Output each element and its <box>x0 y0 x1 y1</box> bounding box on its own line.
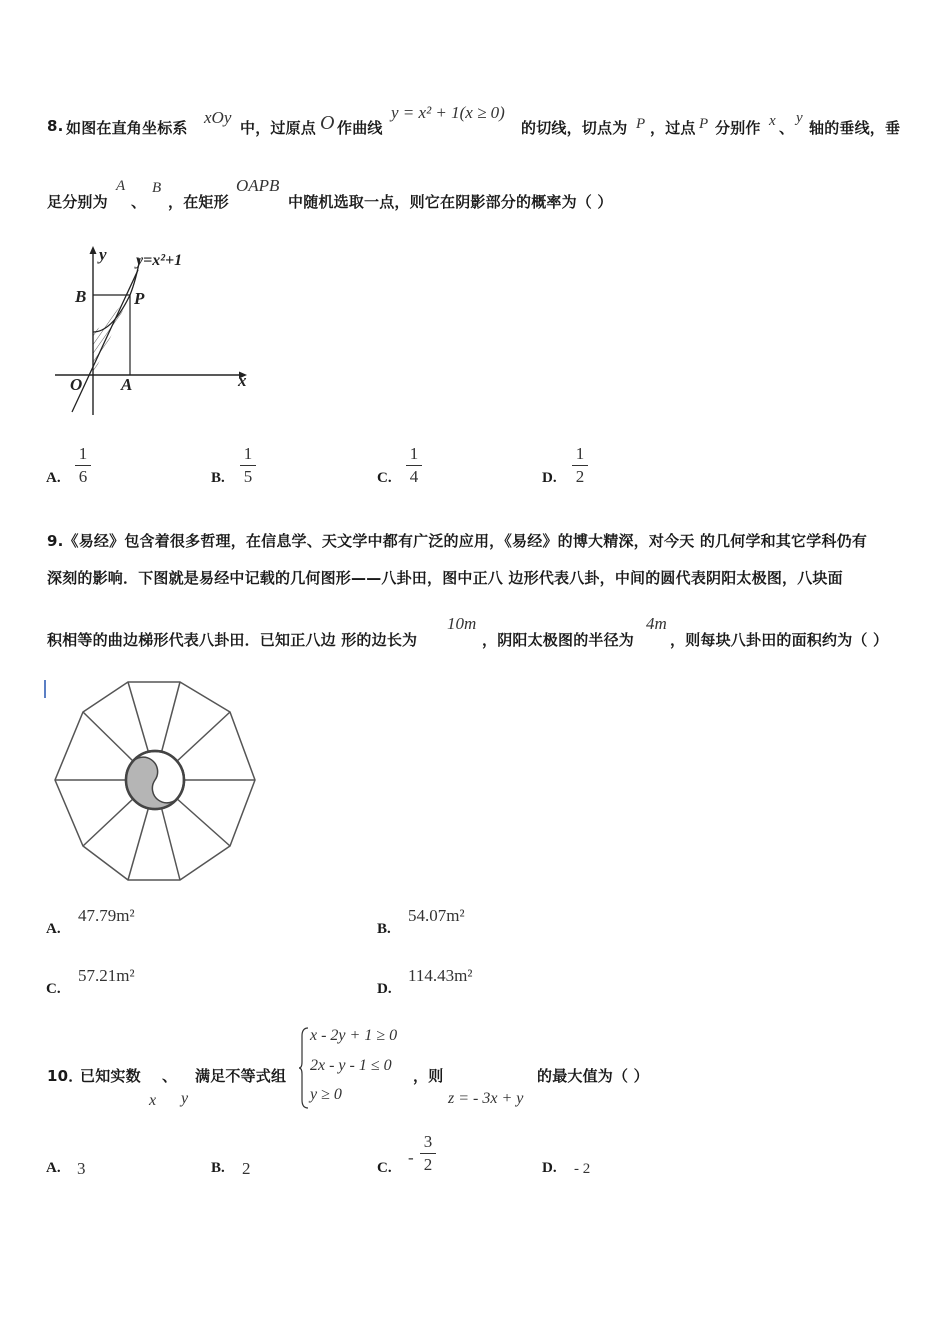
q8-shaded-region <box>93 295 130 375</box>
q8-text-1: 如图在直角坐标系 <box>66 119 188 137</box>
q10-text-4: 的最大值为（ ） <box>537 1067 649 1085</box>
q8-option-a-value[interactable] <box>75 444 91 487</box>
q9-option-d-value[interactable]: 114.43m² <box>408 966 473 985</box>
q9-option-c-value[interactable]: 57.21m² <box>78 966 135 985</box>
label-p: P <box>134 289 145 308</box>
q8-option-d-letter[interactable]: D. <box>542 470 557 486</box>
q8-origin-o: O <box>320 112 335 134</box>
q8-line2-b: ，在矩形 <box>168 193 229 211</box>
q8-option-c-num: 1 <box>409 444 419 463</box>
q10-var-x: x <box>149 1092 157 1109</box>
q10-inequality-3: y ≥ 0 <box>310 1086 342 1103</box>
q9-option-b-value[interactable]: 54.07m² <box>408 906 465 925</box>
q8-text-7: 轴的垂线，垂 <box>809 119 901 137</box>
label-o: O <box>70 375 83 394</box>
q9-line-3a: 积相等的曲边梯形代表八卦田．已知正八边 形的边长为 <box>47 631 418 649</box>
q8-line2-c: 中随机选取一点，则它在阴影部分的概率为（ ） <box>288 193 613 211</box>
q9-option-d-letter[interactable]: D. <box>377 981 392 997</box>
q10-text-2: 满足不等式组 <box>195 1067 287 1085</box>
q9-option-a-value[interactable]: 47.79m² <box>78 906 135 925</box>
q8-x: x <box>769 113 776 129</box>
label-curve: y=x²+1 <box>136 252 183 269</box>
q10-option-c-num: 3 <box>423 1132 433 1151</box>
q8-text-3: 作曲线 <box>337 119 383 137</box>
label-b: B <box>75 287 87 306</box>
q8-sep: 、 <box>779 119 795 137</box>
q10-sep: 、 <box>162 1067 178 1085</box>
q8-text-4: 的切线，切点为 <box>521 119 628 137</box>
q8-option-a-den: 6 <box>78 467 88 486</box>
q8-curve: y = x² + 1(x ≥ 0) <box>391 103 505 122</box>
q9-option-a-letter[interactable]: A. <box>46 921 61 937</box>
q8-number: 8. <box>47 117 64 135</box>
q8-text-6: 分别作 <box>715 119 761 137</box>
q10-inequality-2: 2x - y - 1 ≤ 0 <box>310 1057 392 1074</box>
q8-option-d-den: 2 <box>575 467 585 486</box>
q8-option-d-num: 1 <box>575 444 585 463</box>
q10-option-b-letter[interactable]: B. <box>211 1160 225 1176</box>
q8-text-5: ，过点 <box>650 119 696 137</box>
q10-text-1: 已知实数 <box>80 1067 141 1085</box>
q8-sep-2: 、 <box>131 193 147 211</box>
q8-option-b-num: 1 <box>243 444 253 463</box>
q10-option-c-sign: - <box>408 1148 414 1167</box>
q8-line2-a: 足分别为 <box>47 193 108 211</box>
q10-option-a-letter[interactable]: A. <box>46 1160 61 1176</box>
q10-objective-z: z = - 3x + y <box>448 1090 524 1107</box>
q9-line-1: 9.《易经》包含着很多哲理，在信息学、天文学中都有广泛的应用，《易经》的博大精深，对今天 的几何学和其它学科仍有 <box>47 532 868 550</box>
q8-option-c-letter[interactable]: C. <box>377 470 392 486</box>
q10-option-b-value[interactable]: 2 <box>242 1159 251 1178</box>
q8-xoy: xOy <box>204 108 232 127</box>
label-a: A <box>121 375 133 394</box>
q10-inequality-1: x - 2y + 1 ≥ 0 <box>310 1027 398 1044</box>
q8-option-b-letter[interactable]: B. <box>211 470 225 486</box>
q8-option-a-letter[interactable]: A. <box>46 470 61 486</box>
q10-option-c-value[interactable] <box>420 1132 436 1175</box>
q8-option-b-value[interactable] <box>240 444 256 487</box>
q10-option-d-letter[interactable]: D. <box>542 1160 557 1176</box>
q8-oapb: OAPB <box>236 176 280 195</box>
q9-option-c-letter[interactable]: C. <box>46 981 61 997</box>
q10-option-c-letter[interactable]: C. <box>377 1160 392 1176</box>
q9-option-b-letter[interactable]: B. <box>377 921 391 937</box>
q9-radius: 4m <box>646 614 667 633</box>
label-y: y <box>99 245 107 264</box>
q10-brace <box>298 1026 310 1110</box>
q8-y: y <box>796 110 803 126</box>
q8-figure <box>50 240 255 420</box>
q8-point-p: P <box>636 116 646 132</box>
label-x: x <box>238 371 247 390</box>
q8-text-2: 中，过原点 <box>240 119 317 137</box>
q8-option-d-value[interactable] <box>572 444 588 487</box>
q10-number: 10． <box>47 1067 84 1085</box>
q8-option-b-den: 5 <box>243 467 253 486</box>
q10-var-y: y <box>181 1090 189 1107</box>
cursor-mark <box>44 680 46 698</box>
q10-option-d-value[interactable]: - 2 <box>574 1161 591 1177</box>
q9-side-length: 10m <box>447 614 477 633</box>
q9-line-3b: ，阴阳太极图的半径为 <box>482 631 635 649</box>
q9-octagon-figure <box>50 675 265 890</box>
q8-point-a: A <box>116 178 126 194</box>
y-axis-arrow <box>90 246 97 254</box>
q10-option-a-value[interactable]: 3 <box>77 1159 86 1178</box>
q8-option-c-den: 4 <box>409 467 419 486</box>
q9-line-2: 深刻的影响．下图就是易经中记载的几何图形——八卦田，图中正八 边形代表八卦，中间的圆代表阴阳太极图，八块面 <box>47 569 843 587</box>
q8-option-c-value[interactable] <box>406 444 422 487</box>
q10-option-c-den: 2 <box>423 1155 433 1174</box>
q8-point-p-2: P <box>699 116 709 132</box>
q8-point-b: B <box>152 180 162 196</box>
q8-option-a-num: 1 <box>78 444 88 463</box>
q10-text-3: ，则 <box>413 1067 444 1085</box>
q9-line-3c: ，则每块八卦田的面积约为（ ） <box>670 631 889 649</box>
